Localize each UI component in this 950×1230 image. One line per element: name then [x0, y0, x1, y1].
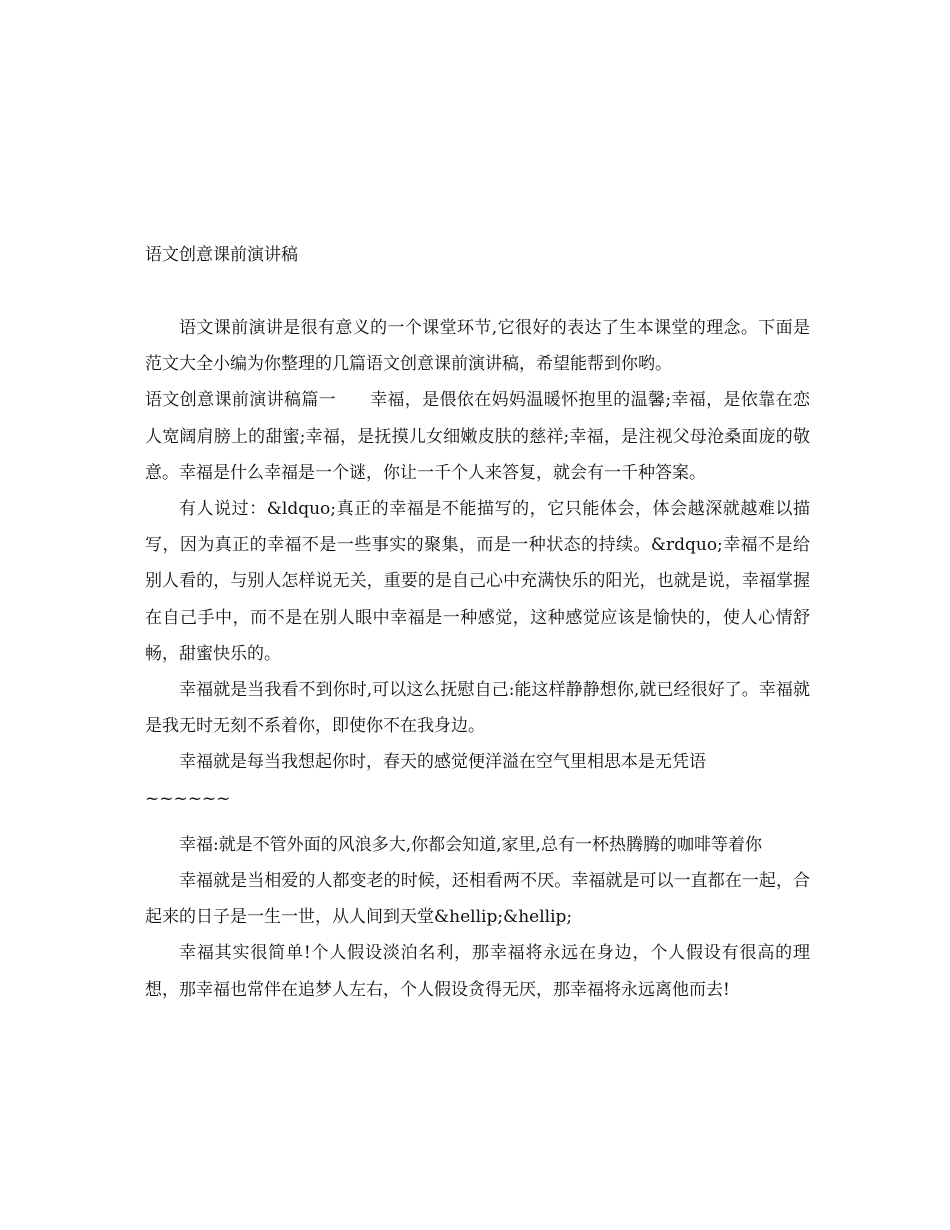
tilde-line: ~~~~~~ [145, 788, 231, 809]
intro-paragraph: 语文课前演讲是很有意义的一个课堂环节,它很好的表达了生本课堂的理念。下面是范文大全小编为你整理的几篇语文创意课前演讲稿，希望能帮到你哟。 [145, 318, 810, 375]
paragraph: 有人说过：&ldquo;真正的幸福是不能描写的，它只能体会，体会越深就越难以描写，因为真正的幸福不是一些事实的聚集，而是一种状态的持续。&rdquo;幸福不是给别人看的，与别人怎样说无关，重要的是自己心中充满快乐的阳光，也就是说，幸福掌握在自己手中，而不是在别人眼中幸福是一种感觉，这种感觉应该是愉快的，使人心情舒畅，甜蜜快乐的。 [145, 499, 810, 664]
section-heading: 语文创意课前演讲稿篇一 [145, 390, 337, 411]
paragraph: 幸福就是每当我想起你时，春天的感觉便洋溢在空气里相思本是无凭语 [179, 752, 706, 773]
paragraph: 幸福就是当相爱的人都变老的时候，还相看两不厌。幸福就是可以一直都在一起，合起来的日子是一生一世，从人间到天堂&hellip;&hellip; [145, 871, 810, 928]
paragraph: 幸福就是当我看不到你时,可以这么抚慰自己:能这样静静想你,就已经很好了。幸福就是我无时无刻不系着你，即使你不在我身边。 [145, 680, 810, 737]
section-paragraph [145, 382, 810, 491]
paragraph-text: 幸福，是偎依在妈妈温暖怀抱里的温馨;幸福，是依靠在恋人宽阔肩膀上的甜蜜;幸福，是抚摸儿女细嫩皮肤的慈祥;幸福，是注视父母沧桑面庞的敬意。幸福是什么幸福是一个谜，你让一千个人来答复，就会有一千种答案。 [145, 390, 811, 483]
document-title: 语文创意课前演讲稿 [145, 245, 298, 265]
document-body [145, 310, 810, 1008]
paragraph: 幸福:就是不管外面的风浪多大,你都会知道,家里,总有一杯热腾腾的咖啡等着你 [179, 834, 762, 855]
paragraph: 幸福其实很简单!个人假设淡泊名利，那幸福将永远在身边，个人假设有很高的理想，那幸福也常伴在追梦人左右，个人假设贪得无厌，那幸福将永远离他而去! [145, 943, 810, 1000]
